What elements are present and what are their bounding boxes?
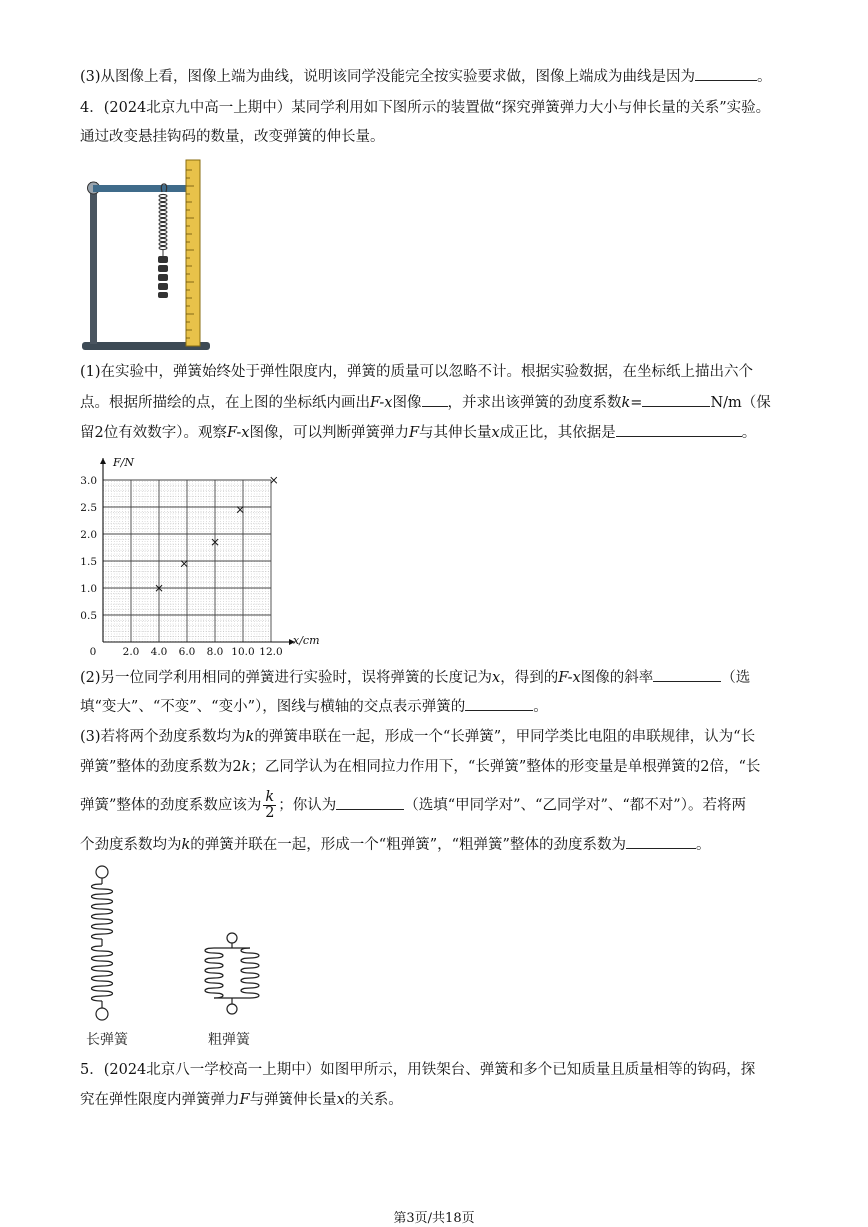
y-tick-label: 2.0 bbox=[80, 529, 97, 541]
thick-spring-label: 粗弹簧 bbox=[208, 1032, 250, 1048]
y-axis-arrow bbox=[100, 458, 106, 464]
answer-blank[interactable] bbox=[626, 834, 696, 849]
answer-blank[interactable] bbox=[642, 392, 710, 407]
long-spring-label: 长弹簧 bbox=[86, 1032, 128, 1048]
answer-blank[interactable] bbox=[616, 422, 742, 437]
origin-label: 0 bbox=[89, 646, 97, 658]
q4-p3-line2: 弹簧”整体的劲度系数为2k；乙同学认为在相同拉力作用下，“长弹簧”整体的形变量是单根弹簧的2倍，“长 bbox=[80, 759, 761, 775]
q4-p1-line1: (1)在实验中，弹簧始终处于弹性限度内，弹簧的质量可以忽略不计。根据实验数据，在坐标纸上描出六个 bbox=[80, 364, 754, 380]
hook-weights bbox=[158, 250, 168, 298]
stand-pole bbox=[90, 182, 97, 344]
q4-p3-line1: (3)若将两个劲度系数均为k的弹簧串联在一起，形成一个“长弹簧”，甲同学类比电阻的串联规律，认为“长 bbox=[80, 729, 756, 745]
answer-blank[interactable] bbox=[465, 696, 533, 711]
data-point: × bbox=[153, 581, 165, 595]
fx-chart bbox=[76, 452, 336, 662]
y-tick-label: 0.5 bbox=[80, 610, 97, 622]
q4-p1-line2: 点。根据所描绘的点，在上图的坐标纸内画出F-x图像 ，并求出该弹簧的劲度系数k= N/m（保 bbox=[80, 392, 771, 413]
x-tick-label: 8.0 bbox=[206, 646, 224, 658]
answer-blank[interactable] bbox=[422, 392, 448, 407]
data-point: × bbox=[209, 535, 221, 550]
horizontal-rod bbox=[93, 185, 193, 192]
x-tick-label: 6.0 bbox=[178, 646, 196, 658]
thick-spring bbox=[205, 933, 259, 1014]
q4-p3-line3: 弹簧”整体的劲度系数应该为 $\frac{k}{2}$ ；你认为 （选填“甲同学对”、“乙同学对”、“都不对”）。若将两 bbox=[80, 789, 746, 821]
q5-line2: 究在弹性限度内弹簧弹力F与弹簧伸长量x的关系。 bbox=[80, 1092, 403, 1108]
x-tick-label: 2.0 bbox=[122, 646, 140, 658]
answer-blank[interactable] bbox=[653, 667, 721, 682]
spring bbox=[159, 194, 167, 249]
y-tick-label: 3.0 bbox=[80, 475, 97, 487]
y-axis-label: F/N bbox=[113, 456, 134, 469]
x-tick-label: 10.0 bbox=[231, 646, 255, 658]
q4-header-line1: 4．(2024北京九中高一上期中）某同学利用如下图所示的装置做“探究弹簧弹力大小与伸长量的关系”实验。 bbox=[80, 100, 771, 116]
x-tick-label: 4.0 bbox=[150, 646, 168, 658]
data-point: × bbox=[179, 556, 190, 571]
data-point: × bbox=[268, 473, 279, 487]
apparatus-figure bbox=[78, 156, 238, 354]
spring-diagrams bbox=[80, 862, 280, 1052]
q4-p2-line2: 填“变大”、“不变”、“变小”），图线与横轴的交点表示弹簧的 。 bbox=[80, 696, 548, 717]
y-tick-label: 1.0 bbox=[80, 583, 97, 595]
y-tick-label: 2.5 bbox=[80, 502, 97, 514]
page-footer: 第3页/共18页 bbox=[393, 1211, 475, 1226]
long-spring bbox=[92, 866, 113, 1020]
x-tick-label: 12.0 bbox=[259, 646, 283, 658]
q5-line1: 5．(2024北京八一学校高一上期中）如图甲所示，用铁架台、弹簧和多个已知质量且质量相等的钩码，探 bbox=[80, 1062, 756, 1078]
q4-p2-line1: (2)另一位同学利用相同的弹簧进行实验时，误将弹簧的长度记为x，得到的F-x图像的斜率 （选 bbox=[80, 667, 750, 688]
q4-p1-line3: 留2位有效数字）。观察F-x图像，可以判断弹簧弹力F与其伸长量x成正比，其依据是 。 bbox=[80, 422, 756, 443]
answer-blank[interactable] bbox=[336, 795, 404, 810]
x-axis-label: x/cm bbox=[293, 634, 320, 647]
ruler bbox=[186, 160, 200, 346]
q4-p3-line4: 个劲度系数均为k的弹簧并联在一起，形成一个“粗弹簧”，“粗弹簧”整体的劲度系数为 。 bbox=[80, 834, 710, 855]
data-point: × bbox=[235, 502, 246, 517]
y-tick-label: 1.5 bbox=[80, 556, 97, 568]
answer-blank[interactable] bbox=[695, 66, 757, 81]
q3-prev-line: (3)从图像上看，图像上端为曲线，说明该同学没能完全按实验要求做，图像上端成为曲线是因为 。 bbox=[80, 66, 772, 87]
q4-header-line2: 通过改变悬挂钩码的数量，改变弹簧的伸长量。 bbox=[80, 129, 385, 145]
k-over-2-fraction: $\frac{k}{2}$ bbox=[265, 789, 275, 821]
